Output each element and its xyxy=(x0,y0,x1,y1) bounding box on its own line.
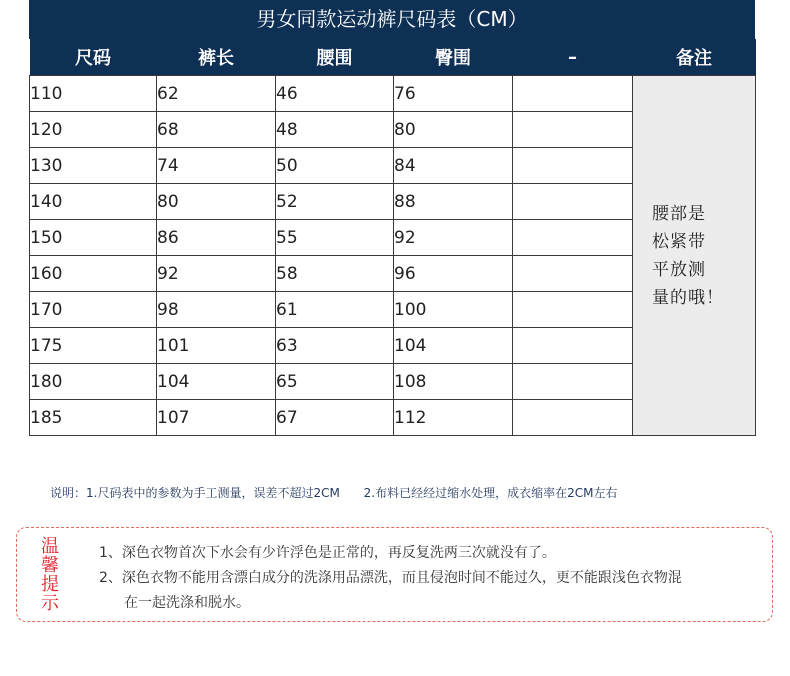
size-cell: 120 xyxy=(30,112,157,148)
tip-line-1: 1、深色衣物首次下水会有少许浮色是正常的，再反复洗两三次就没有了。 xyxy=(99,545,556,561)
remark-line: 腰部是 xyxy=(652,203,706,224)
hip-cell: 76 xyxy=(394,76,513,112)
blank-cell xyxy=(513,292,633,328)
length-cell: 92 xyxy=(157,256,276,292)
hip-cell: 84 xyxy=(394,148,513,184)
size-cell: 110 xyxy=(30,76,157,112)
waist-cell: 46 xyxy=(276,76,394,112)
remark-line: 松紧带 xyxy=(652,231,706,252)
hip-cell: 104 xyxy=(394,328,513,364)
hip-cell: 108 xyxy=(394,364,513,400)
blank-cell xyxy=(513,256,633,292)
tips-label xyxy=(39,537,61,613)
tip-line-3: 在一起洗涤和脱水。 xyxy=(124,595,250,611)
blank-cell xyxy=(513,400,633,436)
size-chart xyxy=(29,0,755,436)
length-cell: 101 xyxy=(157,328,276,364)
size-cell: 130 xyxy=(30,148,157,184)
length-cell: 98 xyxy=(157,292,276,328)
header-size: 尺码 xyxy=(30,39,157,76)
hip-cell: 100 xyxy=(394,292,513,328)
remark-cell xyxy=(633,76,756,436)
waist-cell: 61 xyxy=(276,292,394,328)
tips-text xyxy=(99,541,759,616)
blank-cell xyxy=(513,220,633,256)
waist-cell: 50 xyxy=(276,148,394,184)
remark-text xyxy=(652,200,736,312)
header-blank: – xyxy=(513,39,633,76)
size-cell: 185 xyxy=(30,400,157,436)
size-table xyxy=(29,39,756,436)
waist-cell: 52 xyxy=(276,184,394,220)
header-row xyxy=(30,39,756,76)
tips-label-char: 示 xyxy=(41,593,59,614)
tips-label-char: 温 xyxy=(41,536,59,557)
size-cell: 140 xyxy=(30,184,157,220)
length-cell: 86 xyxy=(157,220,276,256)
waist-cell: 55 xyxy=(276,220,394,256)
header-hip: 臀围 xyxy=(394,39,513,76)
hip-cell: 96 xyxy=(394,256,513,292)
measurement-notes xyxy=(50,484,617,501)
remark-line: 量的哦！ xyxy=(652,287,724,308)
remark-line: 平放测 xyxy=(652,259,706,280)
blank-cell xyxy=(513,328,633,364)
length-cell: 107 xyxy=(157,400,276,436)
length-cell: 80 xyxy=(157,184,276,220)
size-cell: 175 xyxy=(30,328,157,364)
table-row xyxy=(30,76,756,112)
length-cell: 74 xyxy=(157,148,276,184)
tips-box xyxy=(16,527,773,622)
waist-cell: 48 xyxy=(276,112,394,148)
size-cell: 180 xyxy=(30,364,157,400)
length-cell: 62 xyxy=(157,76,276,112)
size-cell: 160 xyxy=(30,256,157,292)
hip-cell: 80 xyxy=(394,112,513,148)
header-length: 裤长 xyxy=(157,39,276,76)
blank-cell xyxy=(513,112,633,148)
hip-cell: 92 xyxy=(394,220,513,256)
waist-cell: 63 xyxy=(276,328,394,364)
tips-label-char: 馨 xyxy=(41,555,59,576)
hip-cell: 112 xyxy=(394,400,513,436)
header-waist: 腰围 xyxy=(276,39,394,76)
note-1: 说明：1.尺码表中的参数为手工测量，误差不超过2CM xyxy=(50,486,340,500)
blank-cell xyxy=(513,184,633,220)
waist-cell: 65 xyxy=(276,364,394,400)
size-cell: 150 xyxy=(30,220,157,256)
blank-cell xyxy=(513,364,633,400)
size-cell: 170 xyxy=(30,292,157,328)
header-remark: 备注 xyxy=(633,39,756,76)
chart-title: 男女同款运动裤尺码表（CM） xyxy=(29,0,755,39)
length-cell: 68 xyxy=(157,112,276,148)
tips-label-char: 提 xyxy=(41,574,59,595)
length-cell: 104 xyxy=(157,364,276,400)
blank-cell xyxy=(513,76,633,112)
note-2: 2.布料已经经过缩水处理，成衣缩率在2CM左右 xyxy=(363,486,618,500)
waist-cell: 67 xyxy=(276,400,394,436)
tip-line-2: 2、深色衣物不能用含漂白成分的洗涤用品漂洗，而且侵泡时间不能过久，更不能跟浅色衣物混 xyxy=(99,570,682,586)
waist-cell: 58 xyxy=(276,256,394,292)
hip-cell: 88 xyxy=(394,184,513,220)
blank-cell xyxy=(513,148,633,184)
